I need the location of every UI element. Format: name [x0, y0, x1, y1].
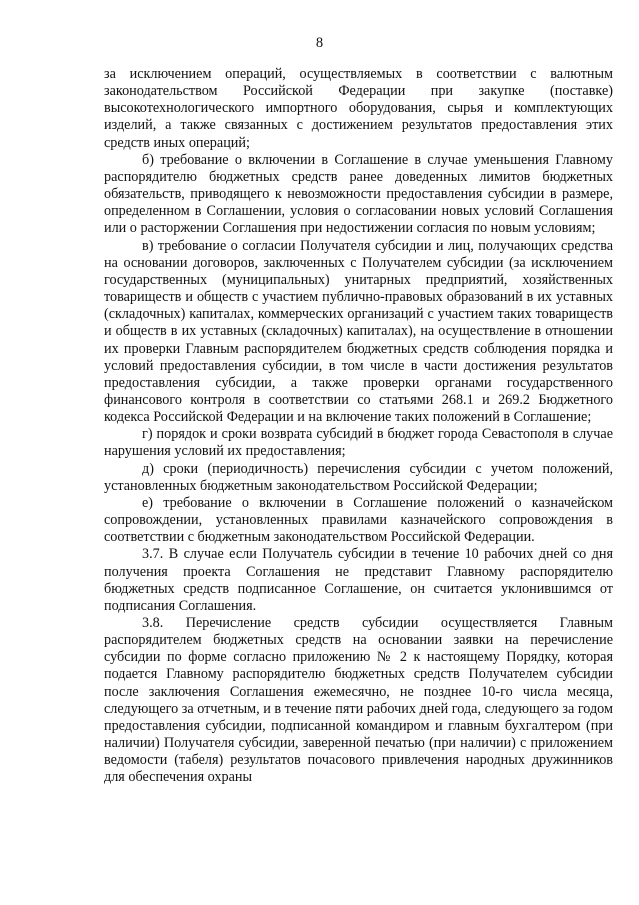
- paragraph-item-d: д) сроки (периодичность) перечисления субсидии с учетом положений, установленных бюджетным законодательством Российской Федерации;: [104, 460, 613, 494]
- paragraph-continuation: за исключением операций, осуществляемых в соответствии с валютным законодательством Российской Федерации при закупке (поставке) высокотехнологического импортного оборудования, сырья и комплектующих изделий, а также связанных с достижением результатов предоставления этих средств иных операций;: [104, 66, 613, 151]
- page-number: 8: [315, 35, 324, 51]
- document-body: [104, 66, 613, 787]
- paragraph-item-v: в) требование о согласии Получателя субсидии и лиц, получающих средства на основании договоров, заключенных с Получателем субсидии (за исключением государственных (муниципальных) унитарных предприятий, хозяйственных товариществ и обществ с участием публично-правовых образований в их уставных (складочных) капиталах, коммерческих организаций с участием таких товариществ и обществ в их уставных (складочных) капиталах), на осуществление в отношении их проверки Главным распорядителем бюджетных средств соблюдения порядка и условий предоставления субсидии, в том числе в части достижения результатов предоставления субсидии, а также проверки органами государственного финансового контроля в соответствии со статьями 268.1 и 269.2 Бюджетного кодекса Российской Федерации и на включение таких положений в Соглашение;: [104, 237, 613, 426]
- paragraph-item-b: б) требование о включении в Соглашение в случае уменьшения Главному распорядителю бюджетных средств ранее доведенных лимитов бюджетных обязательств, приводящего к невозможности предоставления субсидии в размере, определенном в Соглашении, условия о согласовании новых условий Соглашения или о расторжении Соглашения при недостижении согласия по новым условиям;: [104, 151, 613, 237]
- paragraph-3-7: 3.7. В случае если Получатель субсидии в течение 10 рабочих дней со дня получения проекта Соглашения не представит Главному распорядителю бюджетных средств подписанное Соглашение, он считается уклонившимся от подписания Соглашения.: [104, 546, 613, 614]
- paragraph-item-g: г) порядок и сроки возврата субсидий в бюджет города Севастополя в случае нарушения условий их предоставления;: [104, 426, 613, 460]
- paragraph-3-8: 3.8. Перечисление средств субсидии осуществляется Главным распорядителем бюджетных средств на основании заявки на перечисление субсидии по форме согласно приложению № 2 к настоящему Порядку, которая подается Главному распорядителю бюджетных средств Получателем субсидии после заключения Соглашения ежемесячно, не позднее 10-го числа месяца, следующего за отчетным, и в течение пяти рабочих дней года, следующего за годом предоставления субсидии, подписанной командиром и главным бухгалтером (при наличии) Получателя субсидии, заверенной печатью (при наличии) с приложением ведомости (табеля) результатов почасового привлечения народных дружинников для обеспечения охраны: [104, 615, 613, 786]
- paragraph-item-e: е) требование о включении в Соглашение положений о казначейском сопровождении, установленных правилами казначейского сопровождения в соответствии с бюджетным законодательством Российской Федерации.: [104, 494, 613, 546]
